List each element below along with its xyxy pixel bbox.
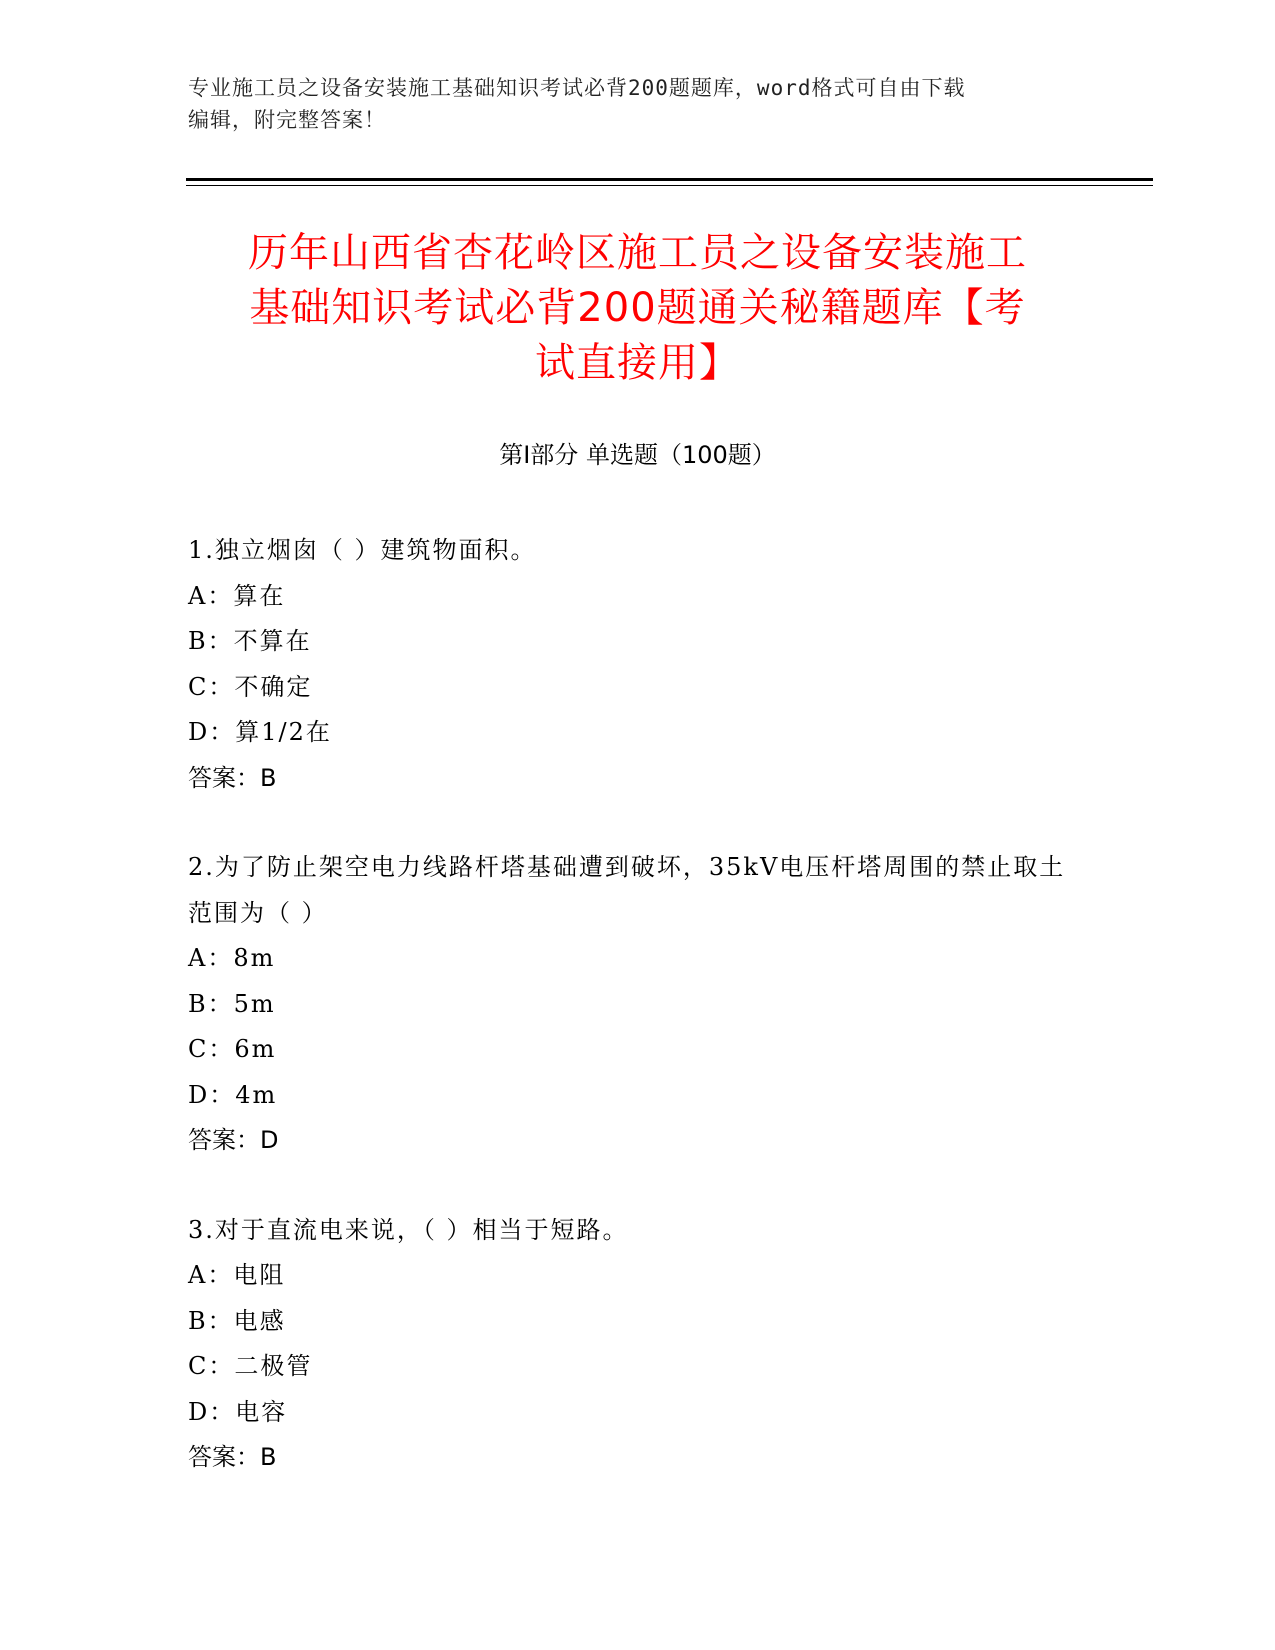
option-c: C：6m — [188, 1035, 277, 1063]
answer: 答案：B — [188, 763, 277, 792]
answer: 答案：B — [188, 1443, 277, 1471]
option-b: B：5m — [188, 989, 276, 1018]
question-3 — [188, 1208, 1078, 1481]
question-stem: 1.独立烟囱（ ）建筑物面积。 — [188, 536, 537, 564]
option-c: C：二极管 — [188, 1352, 313, 1380]
option-d: D：4m — [188, 1080, 278, 1109]
option-a: A：8m — [188, 944, 276, 972]
header-line-2: 编辑，附完整答案！ — [188, 108, 386, 132]
title-line-1: 历年山西省杏花岭区施工员之设备安装施工 — [248, 230, 1027, 276]
header-divider-thick — [186, 178, 1153, 181]
title-line-3: 试直接用】 — [535, 340, 740, 386]
option-a: A：电阻 — [188, 1261, 286, 1289]
question-1 — [188, 528, 1078, 801]
option-a: A：算在 — [188, 581, 286, 610]
answer: 答案：D — [188, 1126, 279, 1154]
header-line-1: 专业施工员之设备安装施工基础知识考试必背200题题库，word格式可自由下载 — [188, 76, 966, 100]
question-2 — [188, 845, 1078, 1164]
section-title: 第Ⅰ部分 单选题（100题） — [499, 441, 776, 469]
page-header — [188, 72, 1068, 136]
question-stem: 3.对于直流电来说，（ ）相当于短路。 — [188, 1215, 629, 1244]
option-c: C：不确定 — [188, 672, 313, 701]
title-line-2: 基础知识考试必背200题通关秘籍题库【考 — [249, 285, 1026, 331]
option-b: B：不算在 — [188, 627, 312, 655]
question-list — [188, 528, 1078, 1525]
option-d: D：算1/2在 — [188, 718, 332, 746]
option-b: B：电感 — [188, 1306, 286, 1335]
option-d: D：电容 — [188, 1397, 288, 1426]
document-title — [190, 226, 1085, 391]
header-divider-thin — [186, 185, 1153, 186]
question-stem: 2.为了防止架空电力线路杆塔基础遭到破坏，35kV电压杆塔周围的禁止取土范围为（ ） — [188, 853, 1066, 927]
